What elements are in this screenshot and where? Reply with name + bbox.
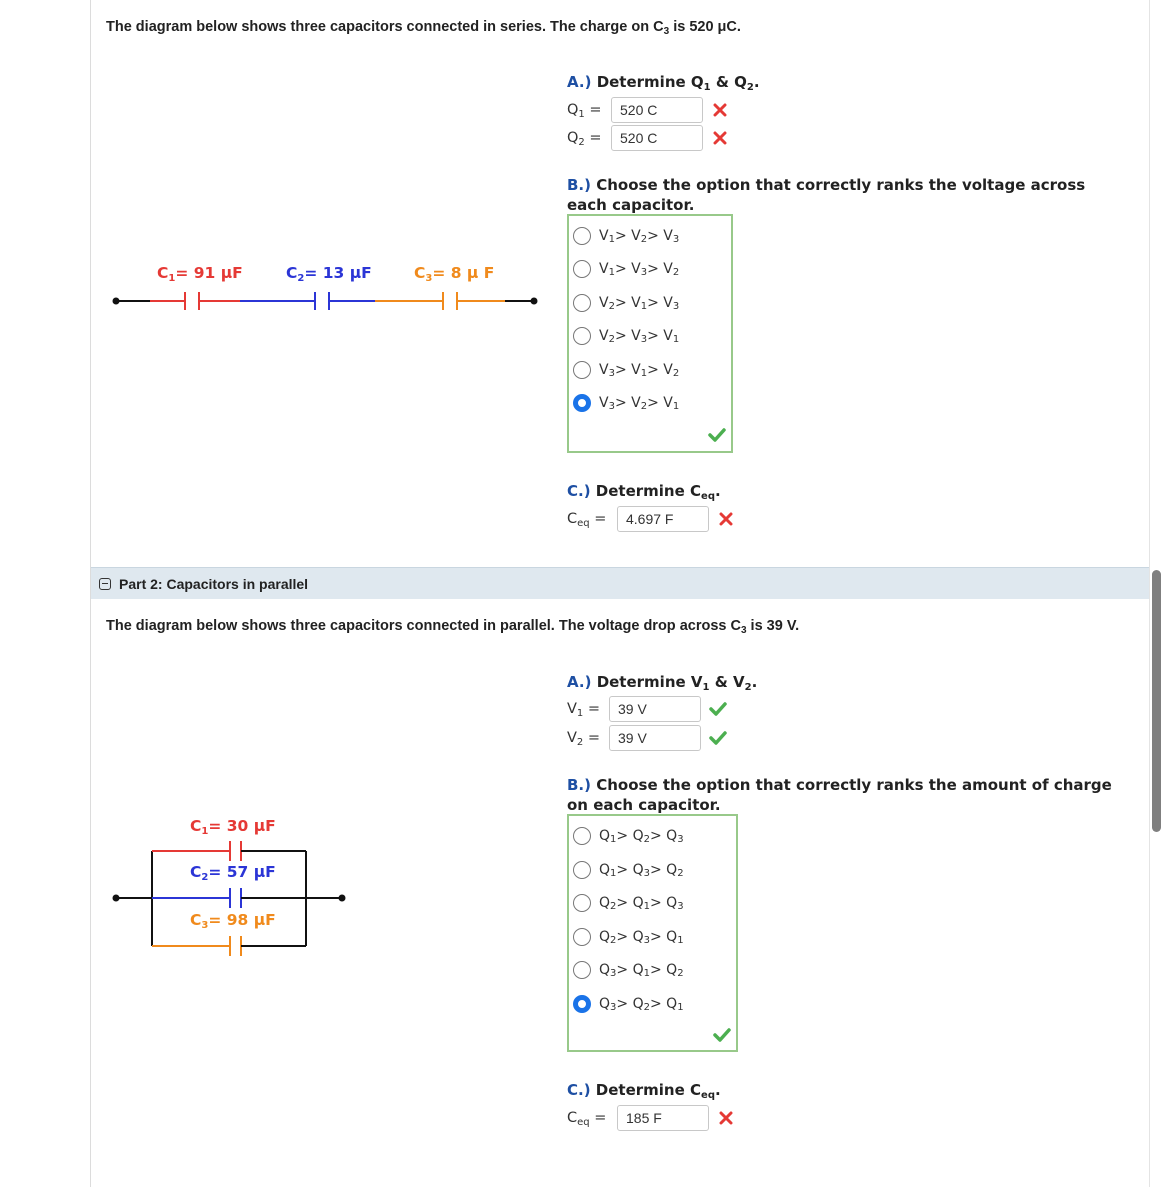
part2-intro: [106, 618, 799, 634]
part2-options-box: [567, 814, 738, 1052]
part2-option-5[interactable]: Q 3 > Q 1 > Q 2: [573, 958, 684, 982]
x-icon: [711, 129, 729, 147]
ceq-input[interactable]: 185 F: [617, 1105, 709, 1131]
x-icon: [717, 1109, 735, 1127]
page-border-right: [1149, 0, 1150, 1187]
v1-label: $V_1$ =: [567, 701, 601, 719]
radio-button-selected[interactable]: [573, 995, 591, 1013]
part2-v2-row: [567, 724, 727, 752]
part2-option-1[interactable]: Q 1 > Q 2 > Q 3: [573, 824, 684, 848]
part1-intro: [106, 19, 741, 35]
part2-option-6[interactable]: Q 3 > Q 2 > Q 1: [573, 992, 684, 1016]
radio-button[interactable]: [573, 827, 591, 845]
radio-button[interactable]: [573, 227, 591, 245]
parallel-terminal-left: [113, 895, 120, 902]
part1-question-c: C.) Determine $C_{eq}$.: [567, 482, 721, 502]
ceq-label: $C_{eq}$ =: [567, 1110, 607, 1128]
part1-option-4[interactable]: V 2 > V 3 > V 1: [573, 324, 679, 348]
q2-input[interactable]: 520 C: [611, 125, 703, 151]
q1-label: $Q_1$ =: [567, 102, 602, 120]
parallel-c3-label: C3= 98 μF: [190, 911, 276, 931]
part1-option-6[interactable]: V 3 > V 2 > V 1: [573, 391, 679, 415]
series-circuit-diagram: [110, 285, 540, 315]
part2-header[interactable]: [91, 567, 1149, 599]
q1-input[interactable]: 520 C: [611, 97, 703, 123]
part1-options-box: [567, 214, 733, 453]
scrollbar-thumb[interactable]: [1152, 570, 1161, 832]
ceq-label: $C_{eq}$ =: [567, 511, 607, 529]
series-c3-label: C3= 8 μ F: [414, 264, 495, 284]
radio-button[interactable]: [573, 327, 591, 345]
x-icon: [717, 510, 735, 528]
radio-button[interactable]: [573, 928, 591, 946]
check-icon: [708, 428, 726, 447]
part2-intro-suffix: is 39 V.: [746, 618, 800, 634]
part2-ceq-row: [567, 1104, 735, 1132]
part1-option-1[interactable]: V 1 > V 2 > V 3: [573, 224, 679, 248]
check-icon: [709, 700, 727, 718]
part2-question-a: A.) Determine $V_1$ & $V_2$.: [567, 673, 758, 693]
part1-ceq-row: [567, 505, 735, 533]
parallel-terminal-right: [339, 895, 346, 902]
part1-intro-sub: 3: [663, 26, 670, 37]
parallel-circuit-diagram: [110, 835, 350, 965]
radio-button[interactable]: [573, 361, 591, 379]
radio-button[interactable]: [573, 861, 591, 879]
q2-label: $Q_2$ =: [567, 130, 602, 148]
minus-square-icon[interactable]: [99, 578, 111, 590]
part2-question-b: B.) Choose the option that correctly ranks the amount of charge on each capacitor.: [567, 776, 1112, 814]
part2-v1-row: [567, 695, 727, 723]
part1-option-3[interactable]: V 2 > V 1 > V 3: [573, 291, 679, 315]
radio-button[interactable]: [573, 961, 591, 979]
series-c2-label: C2= 13 μF: [286, 264, 372, 284]
part1-option-5[interactable]: V 3 > V 1 > V 2: [573, 358, 679, 382]
radio-button[interactable]: [573, 260, 591, 278]
parallel-c1-label: C1= 30 μF: [190, 817, 276, 837]
radio-button[interactable]: [573, 894, 591, 912]
part2-intro-sub: 3: [740, 625, 747, 636]
part2-option-4[interactable]: Q 2 > Q 3 > Q 1: [573, 925, 684, 949]
ceq-input[interactable]: 4.697 F: [617, 506, 709, 532]
part2-question-c: C.) Determine $C_{eq}$.: [567, 1081, 721, 1101]
part2-option-3[interactable]: Q 2 > Q 1 > Q 3: [573, 891, 684, 915]
part1-intro-text: The diagram below shows three capacitors connected in series. The charge on C: [106, 19, 664, 35]
v1-input[interactable]: 39 V: [609, 696, 701, 722]
v2-input[interactable]: 39 V: [609, 725, 701, 751]
check-icon: [709, 729, 727, 747]
part1-q1-row: [567, 96, 729, 124]
part2-intro-text: The diagram below shows three capacitors connected in parallel. The voltage drop across C: [106, 618, 741, 634]
part2-option-2[interactable]: Q 1 > Q 3 > Q 2: [573, 858, 684, 882]
part1-q2-row: [567, 124, 729, 152]
part1-intro-suffix: is 520 μC.: [669, 19, 741, 35]
series-c1-label: C1= 91 μF: [157, 264, 243, 284]
radio-button-selected[interactable]: [573, 394, 591, 412]
v2-label: $V_2$ =: [567, 730, 601, 748]
check-icon: [713, 1028, 731, 1047]
x-icon: [711, 101, 729, 119]
parallel-c2-label: C2= 57 μF: [190, 863, 276, 883]
part1-question-a: A.) Determine $Q_1$ & $Q_2$.: [567, 73, 760, 93]
part1-option-2[interactable]: V 1 > V 3 > V 2: [573, 257, 679, 281]
part1-question-b: B.) Choose the option that correctly ranks the voltage across each capacitor.: [567, 176, 1086, 214]
part2-header-text: Part 2: Capacitors in parallel: [119, 575, 309, 592]
series-terminal-right: [531, 298, 538, 305]
radio-button[interactable]: [573, 294, 591, 312]
